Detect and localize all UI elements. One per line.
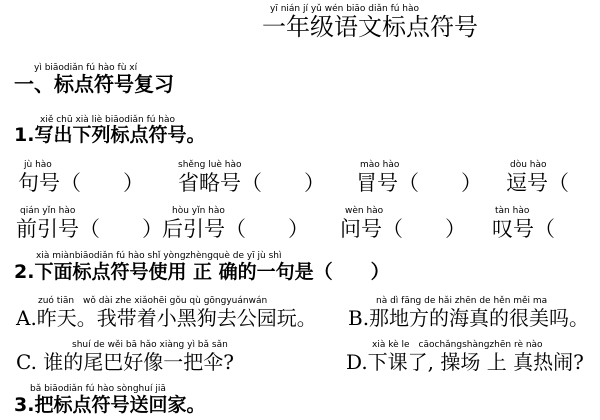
title-pinyin: yī nián jí yǔ wén biāo diǎn fú hào	[270, 4, 420, 14]
option-a: A.昨天。我带着小黑狗去公园玩。	[16, 306, 317, 330]
mark-pinyin: wèn hào	[345, 206, 384, 216]
mark-pinyin: hòu yǐn hào	[172, 206, 225, 216]
option-pinyin: shuí de wěi bā hǎo xiàng yì bǎ sǎn	[72, 340, 228, 350]
section-pinyin: yì biāodiǎn fú hào fù xí	[34, 63, 138, 73]
mark-item: 后引号（ ）	[162, 217, 309, 241]
mark-pinyin: shěng luè hào	[178, 160, 242, 170]
q1-pinyin: xiě chū xià liè biāodiǎn fú hào	[40, 115, 176, 125]
q1-heading: 1.写出下列标点符号。	[14, 124, 206, 146]
mark-pinyin: dòu hào	[510, 160, 547, 170]
page-title: 一年级语文标点符号	[262, 13, 478, 41]
q3-heading: 3.把标点符号送回家。	[14, 394, 206, 416]
q2-pinyin: xià miànbiāodiǎn fú hào shǐ yòngzhèngquè de yī jù shì	[36, 251, 282, 261]
q3-pinyin: bǎ biāodiǎn fú hào sònghuí jiā	[30, 384, 166, 394]
mark-pinyin: qián yǐn hào	[20, 206, 76, 216]
mark-item: 问号（ ）	[340, 217, 466, 241]
mark-pinyin: tàn hào	[495, 206, 530, 216]
option-d: D.下课了, 操场 上 真热闹?	[346, 350, 584, 374]
mark-item: 逗号（	[506, 171, 569, 195]
mark-pinyin: jù hào	[24, 160, 52, 170]
mark-item: 冒号（ ）	[356, 171, 482, 195]
mark-pinyin: mào hào	[360, 160, 400, 170]
section-heading: 一、标点符号复习	[14, 72, 174, 96]
option-c: C. 谁的尾巴好像一把伞?	[16, 350, 235, 374]
option-pinyin: nà dì fāng de hǎi zhēn de hěn měi ma	[376, 296, 548, 306]
mark-item: 前引号（ ）	[16, 217, 163, 241]
option-b: B.那地方的海真的很美吗。	[348, 306, 590, 330]
option-pinyin: xià kè le cāochǎngshàngzhēn rè nào	[372, 340, 543, 350]
mark-item: 叹号（	[492, 217, 555, 241]
mark-item: 句号（ ）	[18, 171, 144, 195]
mark-item: 省略号（ ）	[178, 171, 325, 195]
option-pinyin: zuó tiān wǒ dài zhe xiǎohēi gǒu qù gōngyuánwán	[38, 296, 268, 306]
q2-heading: 2.下面标点符号使用 正 确的一句是（ ）	[14, 261, 390, 283]
